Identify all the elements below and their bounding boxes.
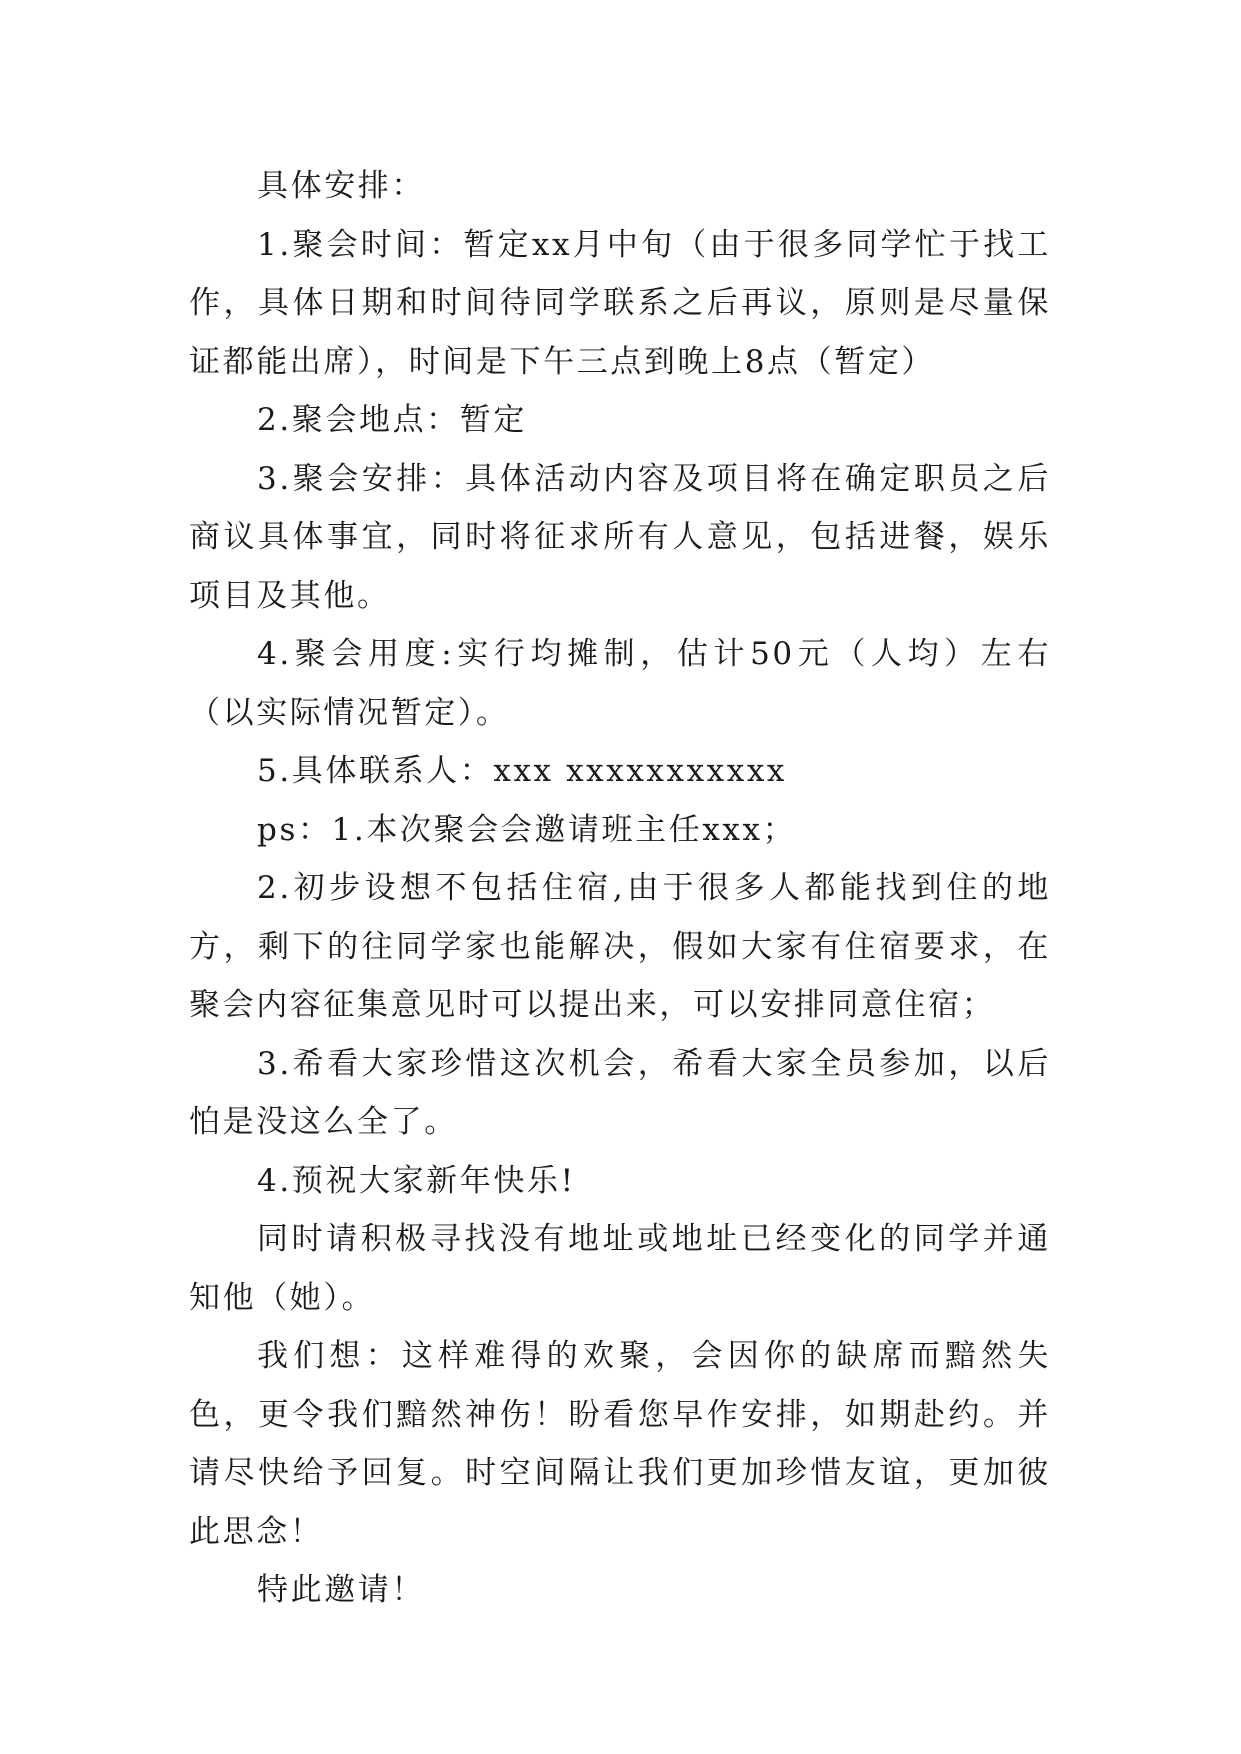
paragraph-contact-person: 5.具体联系人：xxx xxxxxxxxxxx	[257, 753, 787, 789]
paragraph-gathering-time: 1.聚会时间：暂定xx月中旬（由于很多同学忙于找工作，具体日期和时间待同学联系之后再议，原则是尽量保证都能出席），时间是下午三点到晚上8点（暂定）	[189, 226, 1051, 380]
paragraph-our-thoughts: 我们想：这样难得的欢聚，会因你的缺席而黯然失色，更令我们黯然神伤！盼看您早作安排，如期赴约。并请尽快给予回复。时空间隔让我们更加珍惜友谊，更加彼此思念！	[189, 1338, 1051, 1550]
paragraph-closing: 特此邀请！	[257, 1572, 425, 1608]
paragraph-ps-lodging: 2.初步设想不包括住宿,由于很多人都能找到住的地方，剩下的往同学家也能解决，假如大家有住宿要求，在聚会内容征集意见时可以提出来，可以安排同意住宿；	[189, 870, 1051, 1023]
paragraph-ps-teacher: ps：1.本次聚会会邀请班主任xxx；	[257, 811, 797, 848]
paragraph-arrangement-heading: 具体安排：	[257, 168, 425, 204]
paragraph-ps-new-year: 4.预祝大家新年快乐!	[257, 1162, 576, 1199]
paragraph-ps-attendance: 3.希看大家珍惜这次机会，希看大家全员参加，以后怕是没这么全了。	[189, 1045, 1051, 1140]
paragraph-gathering-cost: 4.聚会用度:实行均摊制，估计50元（人均）左右（以实际情况暂定）。	[189, 636, 1051, 731]
paragraph-gathering-place: 2.聚会地点：暂定	[257, 402, 527, 438]
document-body	[189, 157, 1051, 1620]
paragraph-find-classmates: 同时请积极寻找没有地址或地址已经变化的同学并通知他（她）。	[189, 1221, 1051, 1316]
paragraph-gathering-plan: 3.聚会安排：具体活动内容及项目将在确定职员之后商议具体事宜，同时将征求所有人意见，包括进餐，娱乐项目及其他。	[189, 460, 1051, 614]
